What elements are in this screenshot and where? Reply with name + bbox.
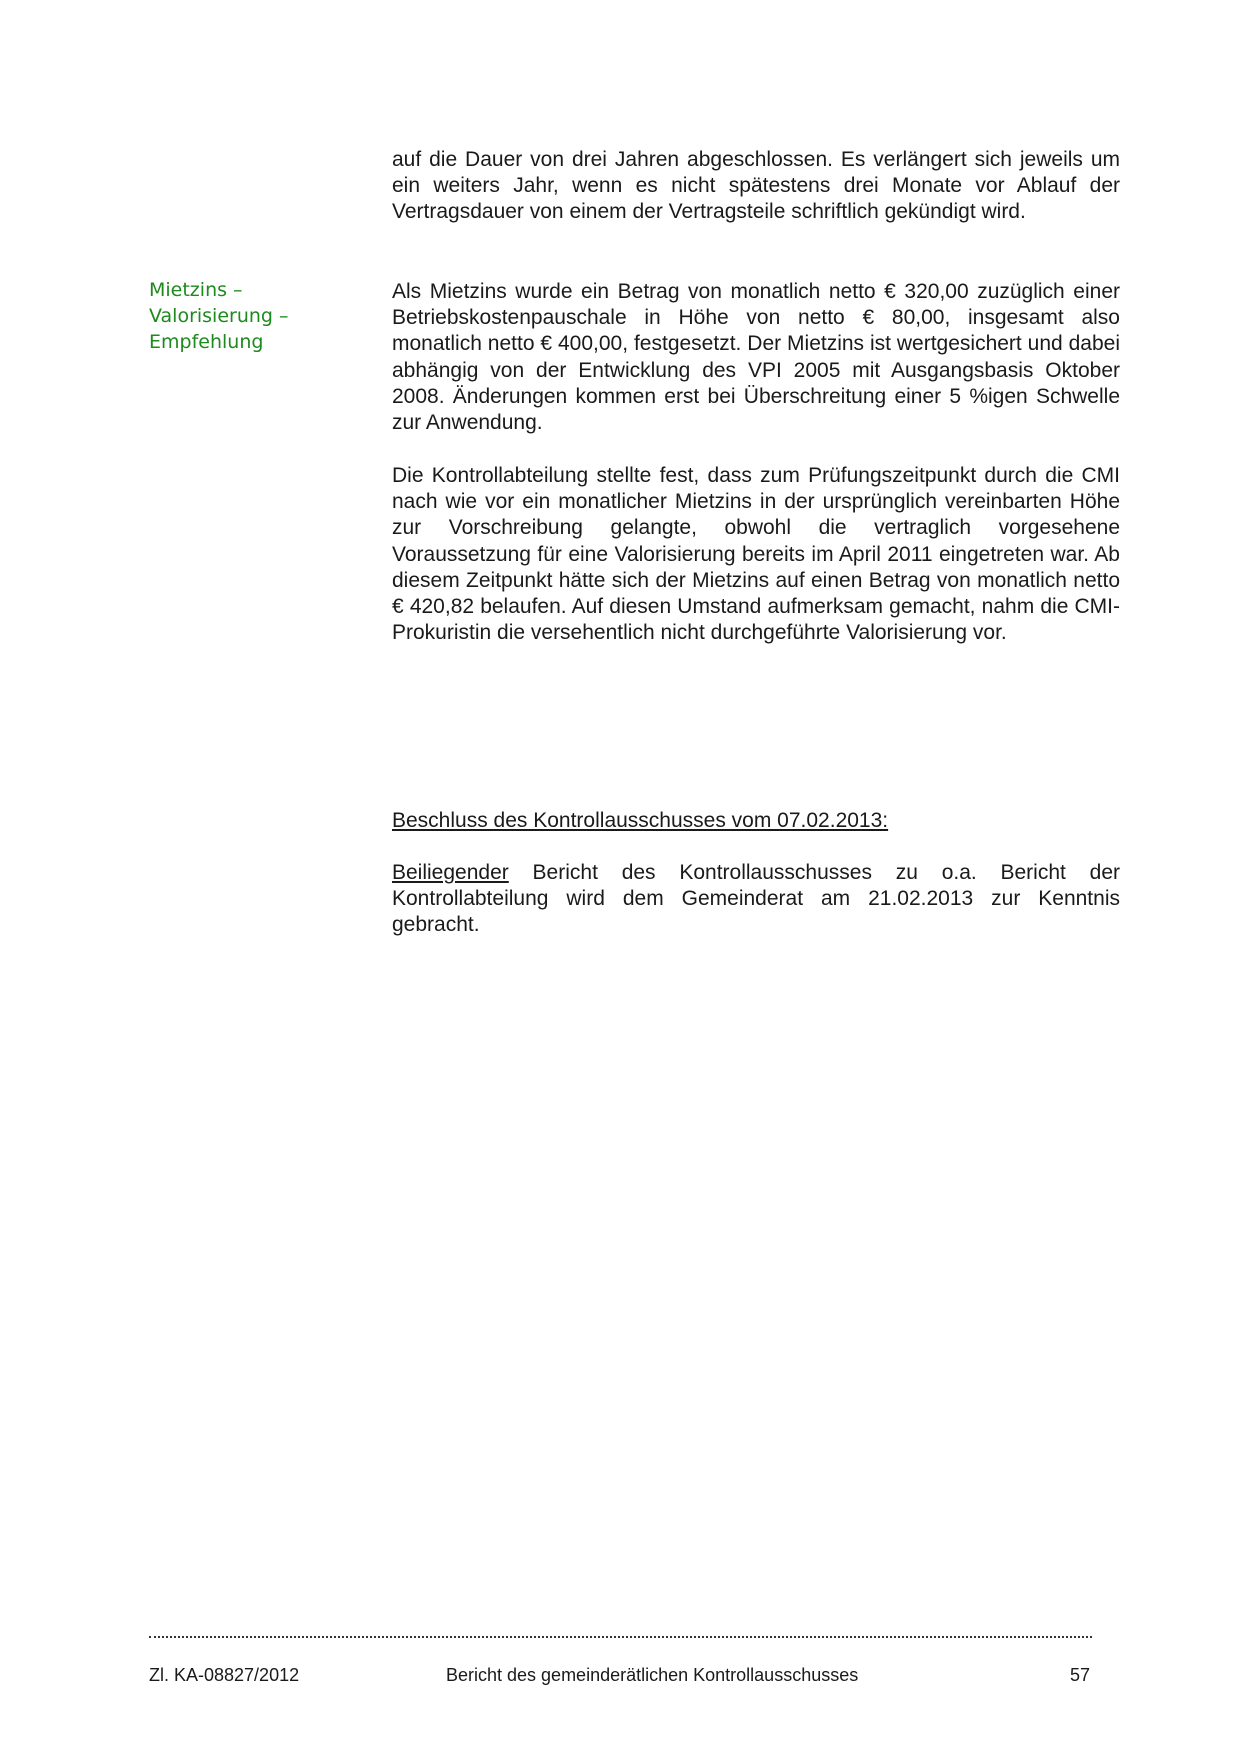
paragraph-text: Die Kontrollabteilung stellte fest, dass zum Prüfungszeitpunkt durch die CMI nach wie vor ein monatlicher Mietzins in der ursprünglich vereinbarten Höhe zur Vorschreibung gelangte, obwohl die vertraglich vorgesehene Voraussetzung für eine Valorisierung bereits im April 2011 eingetreten war. Ab diesem Zeitpunkt hätte sich der Mietzins auf einen Betrag von monatlich netto € 420,82 belaufen. Auf diesen Umstand aufmerksam gemacht, nahm die CMI-Prokuristin die versehentlich nicht durchgeführte Valorisierung vor. [392, 464, 1120, 645]
margin-note-line: Mietzins – [149, 279, 243, 301]
paragraph-text: Als Mietzins wurde ein Betrag von monatlich netto € 320,00 zuzüglich einer Betriebskostenpauschale in Höhe von netto € 80,00, insgesamt also monatlich netto € 400,00, festgesetzt. Der Mietzins ist wertgesichert und dabei abhängig von der Entwicklung des VPI 2005 mit Ausgangsbasis Oktober 2008. Änderungen kommen erst bei Überschreitung einer 5 %igen Schwelle zur Anwendung. [392, 280, 1120, 435]
resolution-lead-word: Beiliegender [392, 861, 509, 884]
resolution-text [392, 860, 1120, 939]
margin-note-line: Empfehlung [149, 331, 264, 353]
margin-note-line: Valorisierung – [149, 305, 289, 327]
resolution-heading-text: Beschluss des Kontrollausschusses vom 07.02.2013: [392, 809, 889, 832]
margin-note [149, 277, 329, 355]
footer-reference: Zl. KA-08827/2012 [149, 1665, 300, 1685]
paragraph-contract-term [392, 147, 1120, 226]
resolution-paragraph [392, 860, 1120, 939]
resolution-heading [392, 808, 1120, 834]
footer-dotted-rule [149, 1636, 1092, 1638]
paragraph-rent [392, 279, 1120, 436]
footer-page-number: 57 [1070, 1665, 1091, 1685]
footer-title: Bericht des gemeinderätlichen Kontrollausschusses [446, 1665, 859, 1685]
paragraph-text: auf die Dauer von drei Jahren abgeschlossen. Es verlängert sich jeweils um ein weiters Jahr, wenn es nicht spätestens drei Monate vor Ablauf der Vertragsdauer von einem der Vertragsteile schriftlich gekündigt wird. [392, 148, 1120, 224]
paragraph-audit-finding [392, 463, 1120, 646]
resolution-body: Bericht des Kontrollausschusses zu o.a. Bericht der Kontrollabteilung wird dem Gemeinderat am 21.02.2013 zur Kenntnis gebracht. [392, 861, 1120, 937]
